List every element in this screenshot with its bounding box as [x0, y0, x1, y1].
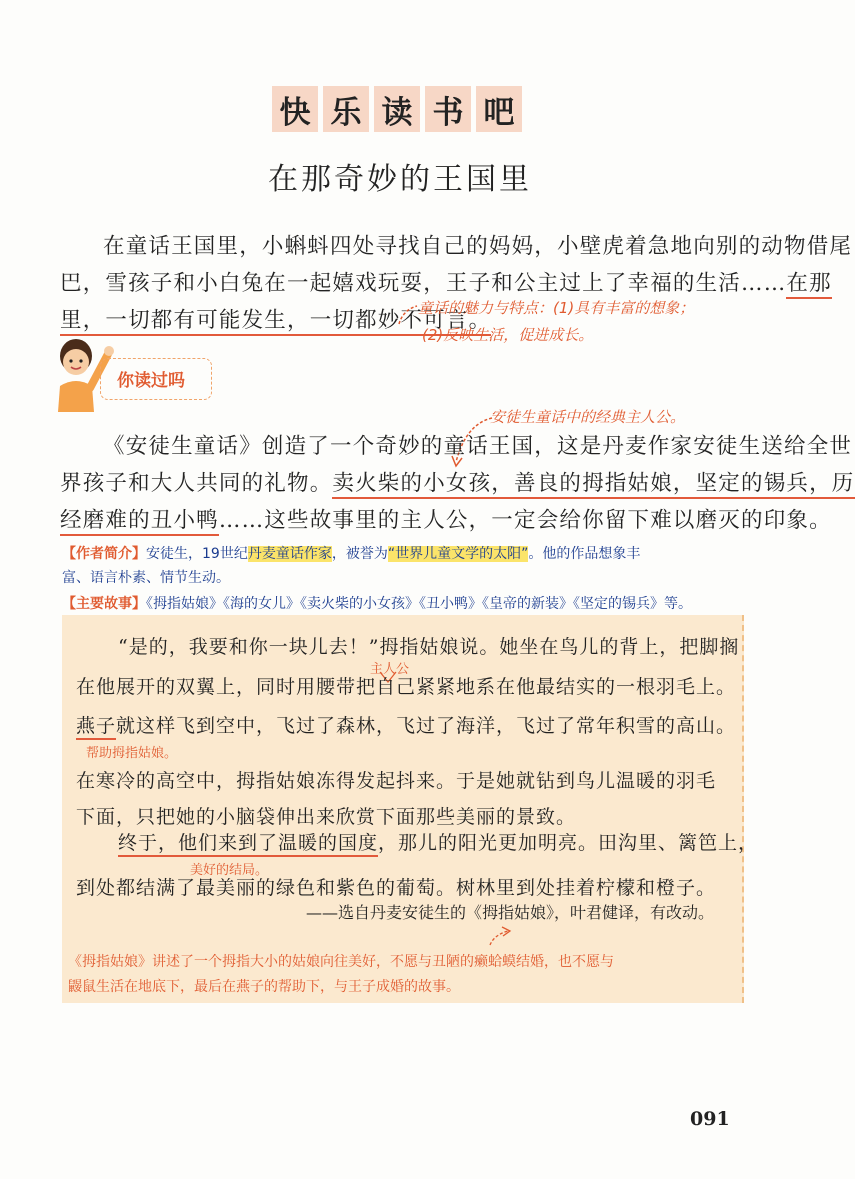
note-ending: 美好的结局。	[190, 863, 269, 878]
reading-badge-label: 你读过吗	[117, 371, 185, 391]
highlight-text: 丹麦童话作家	[247, 546, 332, 562]
title-char: 吧	[476, 86, 522, 132]
margin-note-protagonists: 安徒生童话中的经典主人公。	[490, 408, 686, 426]
story-summary	[68, 950, 738, 1000]
note-line: (2)反映生活，促进成长。	[422, 326, 594, 344]
note-arrow-icon	[486, 925, 516, 949]
underlined-text: 卖火柴的小女孩，善良的拇指姑娘，坚定的锡兵，历	[332, 471, 854, 499]
main-stories-tag: 【主要故事】	[62, 596, 146, 612]
author-intro-line: 富、语言朴素、情节生动。	[62, 570, 230, 586]
underlined-text: 里，一切都有可能发生，一切都妙不可言。	[60, 308, 491, 336]
excerpt-line: 下面，只把她的小脑袋伸出来欣赏下面那些美丽的景致。	[76, 806, 577, 828]
main-stories	[62, 592, 752, 616]
andersen-paragraph	[60, 428, 855, 539]
note-line: 童话的魅力与特点：(1)具有丰富的想象；	[418, 299, 695, 317]
excerpt-line: 在他展开的双翼上，同时用腰带把自己紧紧地系在他最结实的一根羽毛上。	[76, 676, 737, 698]
excerpt-line	[118, 823, 758, 863]
andersen-text: 界孩子和大人共同的礼物。	[60, 471, 333, 496]
summary-line: 《拇指姑娘》讲述了一个拇指大小的姑娘向往美好，不愿与丑陋的癞蛤蟆结婚，也不愿与	[68, 954, 614, 970]
author-intro-line	[62, 542, 742, 566]
summary-line: 鼹鼠生活在地底下，最后在燕子的帮助下，与王子成婚的故事。	[68, 979, 460, 995]
underlined-text: 终于，他们来到了温暖的国度	[118, 832, 378, 857]
author-text: ，被誉为	[331, 546, 388, 562]
author-intro	[62, 542, 742, 590]
underlined-text: 在那	[786, 271, 831, 299]
excerpt-line: 到处都结满了最美丽的绿色和紫色的葡萄。树林里到处挂着柠檬和橙子。	[76, 877, 717, 899]
title-char: 乐	[323, 86, 369, 132]
author-text: 。他的作品想象丰	[528, 546, 641, 562]
title-char: 书	[425, 86, 471, 132]
underlined-text: 经磨难的丑小鸭	[60, 508, 219, 536]
highlight-text: “世界儿童文学的太阳”	[387, 546, 529, 562]
excerpt-line: 在寒冷的高空中，拇指姑娘冻得发起抖来。于是她就钻到鸟儿温暖的羽毛	[76, 770, 717, 792]
excerpt-source: ——选自丹麦安徒生的《拇指姑娘》，叶君健译，有改动。	[306, 903, 715, 922]
page-title	[272, 86, 522, 132]
title-char: 读	[374, 86, 420, 132]
excerpt-text: ，那儿的阳光更加明亮。田沟里、篱笆上，	[378, 832, 759, 854]
section-subtitle: 在那奇妙的王国里	[268, 162, 532, 197]
note-protagonist: 主人公	[370, 662, 410, 677]
underlined-text: 燕子	[76, 715, 116, 740]
excerpt-line: “是的，我要和你一块儿去！”拇指姑娘说。她坐在鸟儿的背上，把脚搁	[118, 636, 740, 658]
andersen-text: ……这些故事里的主人公，一定会给你留下难以磨灭的印象。	[218, 508, 832, 533]
main-stories-text: 《拇指姑娘》《海的女儿》《卖火柴的小女孩》《丑小鸭》《皇帝的新装》《坚定的锡兵》等。	[146, 596, 692, 612]
page-number: 091	[690, 1108, 730, 1130]
excerpt-line	[76, 706, 736, 746]
excerpt-text: 就这样飞到空中，飞过了森林，飞过了海洋，飞过了常年积雪的高山。	[116, 715, 737, 737]
note-bracket-icon	[395, 300, 425, 330]
margin-note-fairytale	[418, 295, 748, 349]
author-text: 安徒生，19世纪	[146, 546, 248, 562]
intro-text: 巴，雪孩子和小白兔在一起嬉戏玩耍，王子和公主过上了幸福的生活……	[60, 271, 787, 296]
andersen-line	[60, 502, 832, 539]
note-helps: 帮助拇指姑娘。	[86, 746, 178, 761]
intro-line: 在童话王国里，小蝌蚪四处寻找自己的妈妈，小壁虎着急地向别的动物借尾	[103, 234, 853, 259]
author-intro-tag: 【作者简介】	[62, 546, 146, 562]
andersen-line: 《安徒生童话》创造了一个奇妙的童话王国，这是丹麦作家安徒生送给全世	[103, 434, 853, 459]
title-char: 快	[272, 86, 318, 132]
andersen-line	[60, 465, 855, 502]
